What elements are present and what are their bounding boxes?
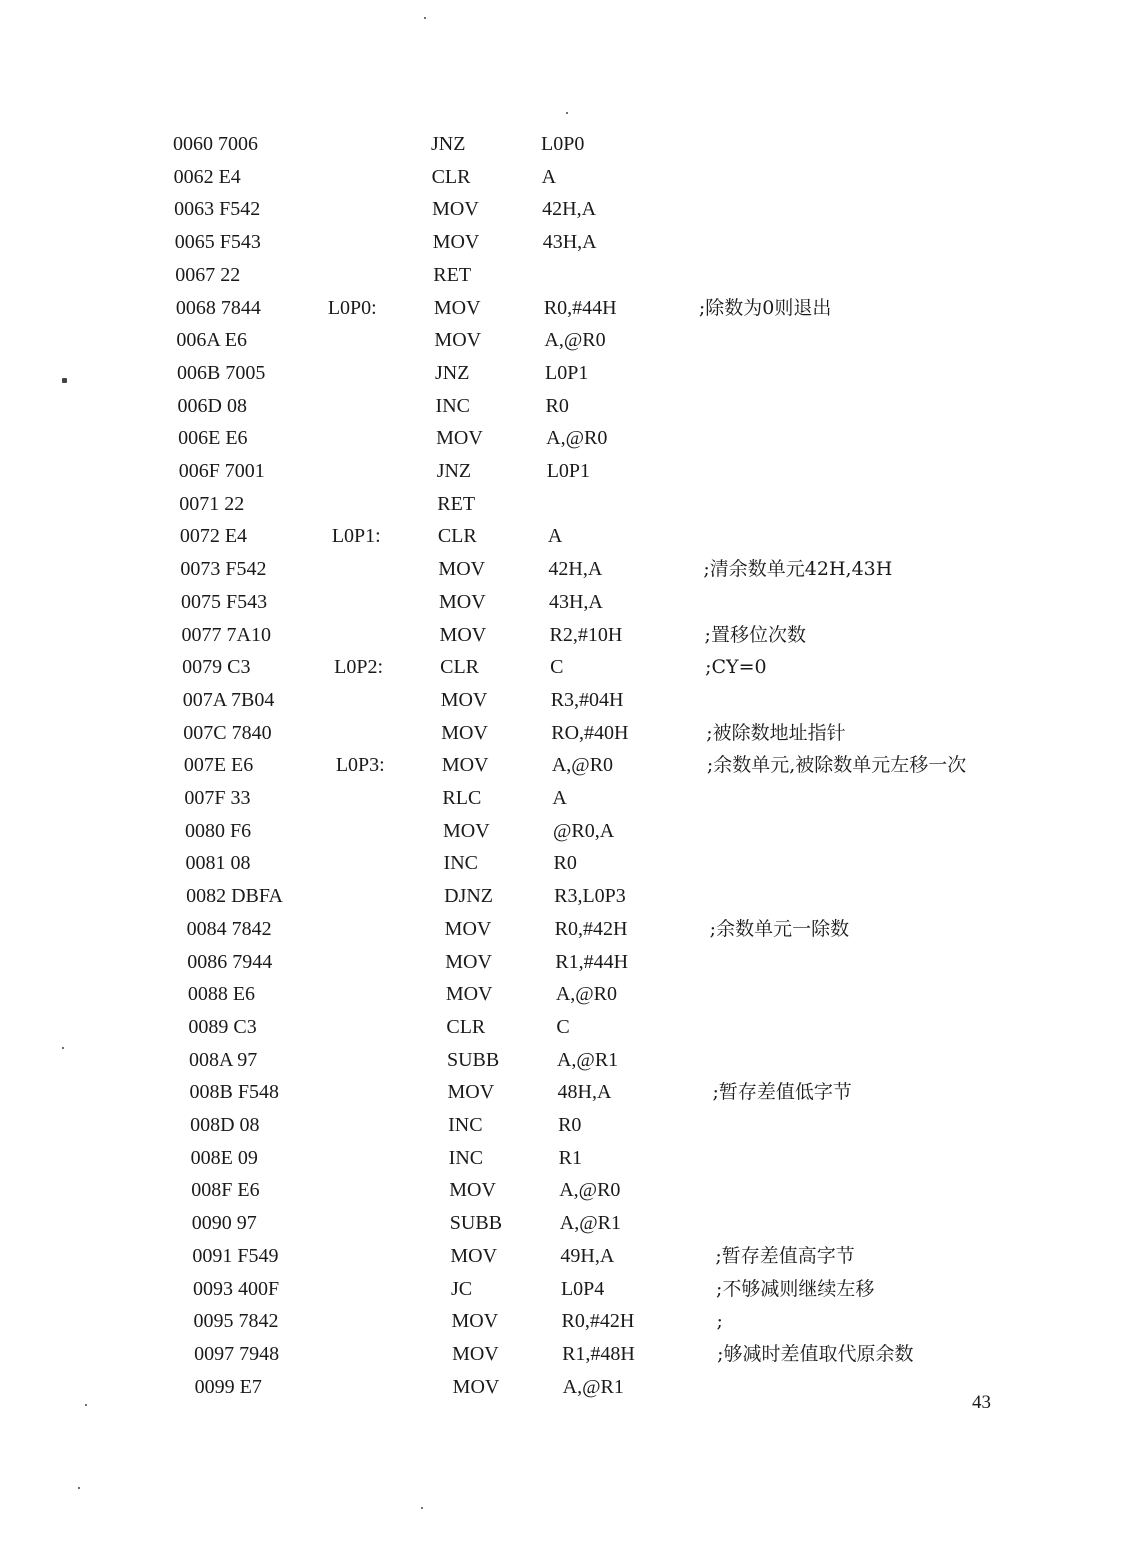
mnemonic: MOV (440, 688, 488, 711)
line-label: L0P2: (334, 656, 384, 679)
address-and-machine-code: 0073 F542 (180, 558, 267, 581)
address-and-machine-code: 0097 7948 (194, 1342, 280, 1365)
operand: R0 (553, 852, 577, 875)
address-and-machine-code: 0068 7844 (175, 296, 261, 319)
operand: 49H,A (560, 1244, 615, 1267)
comment: ;除数为0则退出 (698, 296, 832, 319)
operand: C (556, 1015, 570, 1038)
address-and-machine-code: 0088 E6 (187, 983, 256, 1006)
mnemonic: INC (448, 1114, 483, 1136)
address-and-machine-code: 008E 09 (190, 1146, 258, 1169)
mnemonic: INC (448, 1146, 484, 1169)
operand: A,@R0 (546, 427, 608, 450)
line-label: L0P1: (331, 525, 381, 548)
operand: @R0,A (552, 819, 615, 842)
mnemonic: CLR (437, 525, 477, 548)
mnemonic: MOV (452, 1375, 500, 1398)
operand: C (550, 656, 564, 679)
mnemonic: MOV (432, 198, 479, 221)
mnemonic: CLR (440, 656, 480, 679)
mnemonic: RET (433, 263, 472, 286)
mnemonic: MOV (432, 231, 480, 254)
address-and-machine-code: 0077 7A10 (181, 623, 271, 646)
address-and-machine-code: 006E E6 (178, 427, 248, 450)
line-label: L0P0: (327, 296, 377, 319)
operand: A,@R0 (559, 1179, 621, 1202)
mnemonic: RET (437, 492, 476, 515)
address-and-machine-code: 0093 400F (192, 1277, 280, 1300)
comment: ;CY=0 (705, 656, 767, 679)
scan-speck (424, 17, 426, 19)
address-and-machine-code: 0086 7944 (187, 950, 273, 973)
mnemonic: MOV (445, 950, 492, 973)
operand: R2,#10H (549, 623, 623, 646)
address-and-machine-code: 0084 7842 (186, 917, 272, 940)
address-and-machine-code: 008F E6 (191, 1179, 260, 1202)
operand: RO,#40H (551, 721, 629, 744)
mnemonic: CLR (431, 165, 471, 188)
page-number: 43 (972, 1392, 991, 1413)
comment: ;清余数单元42H,43H (703, 558, 893, 581)
operand: A (541, 165, 557, 188)
address-and-machine-code: 008D 08 (190, 1114, 260, 1136)
mnemonic: RLC (442, 787, 482, 809)
line-label: L0P3: (335, 754, 385, 777)
comment: ;余数单元,被除数单元左移一次 (706, 754, 967, 777)
operand: L0P0 (541, 133, 585, 155)
operand: R0 (558, 1114, 582, 1136)
operand: R3,L0P3 (554, 885, 626, 908)
address-and-machine-code: 007F 33 (184, 787, 251, 809)
comment: ;够减时差值取代原余数 (717, 1342, 914, 1365)
operand: R0 (545, 394, 569, 417)
address-and-machine-code: 0082 DBFA (186, 885, 283, 908)
address-and-machine-code: 006F 7001 (178, 460, 265, 482)
comment: ;余数单元一除数 (709, 917, 850, 940)
address-and-machine-code: 0065 F543 (174, 231, 261, 254)
scan-speck (62, 378, 67, 383)
mnemonic: INC (435, 394, 470, 417)
comment: ;被除数地址指针 (706, 721, 846, 744)
comment: ; (716, 1310, 723, 1333)
operand: R1,#48H (562, 1342, 635, 1365)
address-and-machine-code: 007C 7840 (183, 721, 272, 744)
operand: R0,#42H (561, 1310, 635, 1333)
address-and-machine-code: 0062 E4 (173, 165, 241, 188)
address-and-machine-code: 0067 22 (175, 263, 241, 286)
mnemonic: MOV (436, 427, 483, 450)
mnemonic: CLR (446, 1015, 486, 1038)
operand: 48H,A (557, 1081, 612, 1104)
operand: A (552, 787, 567, 809)
mnemonic: MOV (438, 590, 486, 613)
mnemonic: DJNZ (444, 885, 493, 908)
address-and-machine-code: 0099 E7 (194, 1375, 262, 1398)
mnemonic: JNZ (431, 133, 466, 155)
mnemonic: MOV (449, 1179, 496, 1202)
operand: 43H,A (548, 590, 603, 613)
address-and-machine-code: 0089 C3 (188, 1015, 257, 1038)
mnemonic: MOV (442, 819, 490, 842)
address-and-machine-code: 006B 7005 (176, 361, 266, 384)
address-and-machine-code: 008B F548 (189, 1081, 279, 1104)
address-and-machine-code: 0075 F543 (180, 590, 268, 613)
mnemonic: MOV (434, 329, 482, 352)
address-and-machine-code: 0071 22 (179, 492, 245, 515)
operand: 42H,A (542, 198, 597, 221)
operand: L0P4 (560, 1277, 605, 1300)
scan-speck (62, 1047, 64, 1049)
address-and-machine-code: 0081 08 (185, 852, 251, 875)
operand: A,@R1 (559, 1212, 621, 1235)
address-and-machine-code: 0080 F6 (184, 819, 252, 842)
mnemonic: MOV (441, 721, 488, 744)
mnemonic: JC (450, 1277, 473, 1300)
mnemonic: SUBB (446, 1048, 500, 1071)
scan-speck (78, 1487, 80, 1489)
operand: R1 (558, 1146, 582, 1169)
address-and-machine-code: 0060 7006 (173, 133, 258, 155)
scan-speck (85, 1404, 87, 1406)
address-and-machine-code: 0091 F549 (192, 1244, 279, 1267)
operand: A,@R0 (551, 754, 614, 777)
mnemonic: MOV (438, 558, 486, 581)
address-and-machine-code: 0063 F542 (174, 198, 261, 221)
operand: R1,#44H (555, 950, 629, 973)
operand: 43H,A (542, 231, 597, 254)
comment: ;不够减则继续左移 (715, 1277, 875, 1300)
mnemonic: MOV (441, 754, 489, 777)
address-and-machine-code: 007A 7B04 (182, 688, 275, 711)
operand: R0,#42H (554, 917, 628, 940)
mnemonic: MOV (447, 1081, 495, 1104)
comment: ;置移位次数 (704, 623, 806, 646)
address-and-machine-code: 0079 C3 (182, 656, 251, 679)
mnemonic: MOV (450, 1244, 498, 1267)
address-and-machine-code: 007E E6 (183, 754, 254, 777)
comment: ;暂存差值高字节 (715, 1244, 855, 1267)
address-and-machine-code: 008A 97 (188, 1048, 258, 1071)
address-and-machine-code: 006A E6 (176, 329, 247, 352)
address-and-machine-code: 0072 E4 (179, 525, 248, 548)
mnemonic: MOV (444, 917, 492, 940)
mnemonic: JNZ (436, 460, 472, 482)
scan-speck (421, 1507, 423, 1509)
operand: A (547, 525, 563, 548)
mnemonic: MOV (439, 623, 487, 646)
operand: L0P1 (546, 460, 591, 482)
mnemonic: MOV (451, 1310, 499, 1333)
operand: A,@R1 (556, 1048, 619, 1071)
mnemonic: INC (443, 852, 478, 875)
mnemonic: MOV (452, 1342, 499, 1365)
comment: ;暂存差值低字节 (712, 1081, 852, 1104)
mnemonic: SUBB (449, 1212, 503, 1235)
scan-speck (566, 112, 568, 114)
operand: A,@R1 (562, 1375, 624, 1398)
operand: L0P1 (544, 361, 589, 384)
address-and-machine-code: 0090 97 (191, 1212, 257, 1235)
operand: A,@R0 (555, 983, 618, 1006)
mnemonic: MOV (445, 983, 493, 1006)
operand: A,@R0 (544, 329, 606, 352)
operand: R3,#04H (550, 688, 624, 711)
address-and-machine-code: 0095 7842 (193, 1310, 279, 1333)
mnemonic: JNZ (434, 361, 470, 384)
mnemonic: MOV (433, 296, 481, 319)
address-and-machine-code: 006D 08 (177, 394, 247, 417)
operand: 42H,A (548, 558, 603, 581)
operand: R0,#44H (543, 296, 617, 319)
